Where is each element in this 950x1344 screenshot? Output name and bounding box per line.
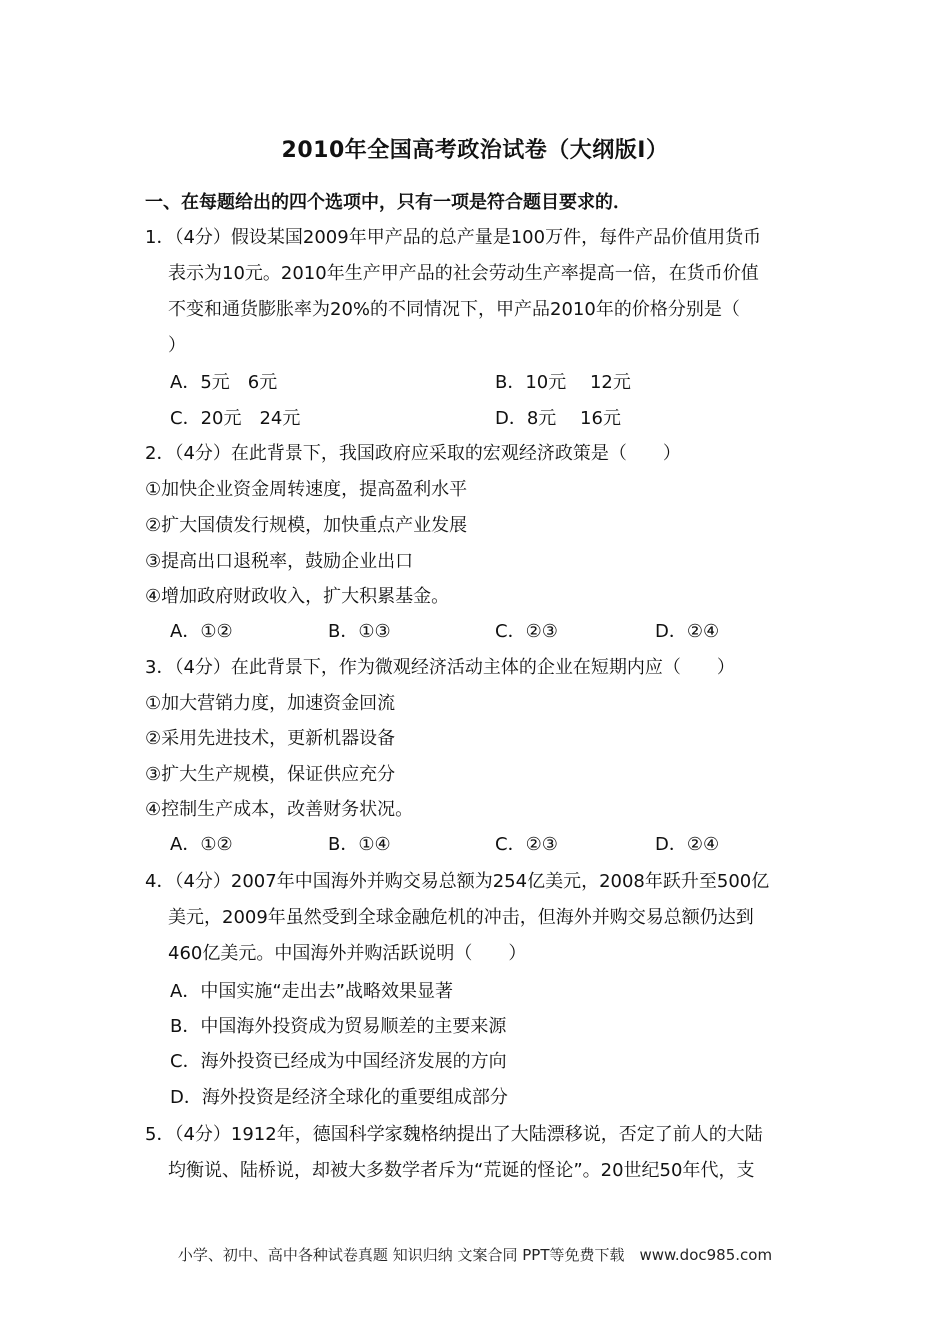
- q3-option-d: D．②④: [655, 834, 720, 855]
- q3-option-b: B．①④: [328, 834, 391, 855]
- q3-statement-1: ①加大营销力度，加速资金回流: [145, 693, 396, 714]
- q2-statement-2: ②扩大国债发行规模，加快重点产业发展: [145, 515, 468, 536]
- q2-stem: 2．（4分）在此背景下，我国政府应采取的宏观经济政策是（ ）: [145, 443, 681, 464]
- q2-option-d: D．②④: [655, 621, 720, 642]
- q3-statement-2: ②采用先进技术，更新机器设备: [145, 728, 396, 749]
- q1-line-4: ）: [168, 335, 186, 356]
- q1-line-1: 1．（4分）假设某国2009年甲产品的总产量是100万件，每件产品价值用货币: [145, 227, 762, 248]
- q2-option-c: C．②③: [495, 621, 558, 642]
- q1-option-a: A．5元 6元: [170, 372, 278, 393]
- q4-line-1: 4．（4分）2007年中国海外并购交易总额为254亿美元，2008年跃升至500亿: [145, 871, 770, 892]
- q3-statement-4: ④控制生产成本，改善财务状况。: [145, 799, 414, 820]
- section-heading: 一、在每题给出的四个选项中，只有一项是符合题目要求的．: [145, 192, 631, 213]
- q2-option-a: A．①②: [170, 621, 233, 642]
- page-title: 2010年全国高考政治试卷（大纲版I）: [281, 138, 669, 163]
- q4-option-b: B．中国海外投资成为贸易顺差的主要来源: [170, 1016, 507, 1037]
- q1-option-d: D．8元 16元: [495, 408, 621, 429]
- q4-line-2: 美元，2009年虽然受到全球金融危机的冲击，但海外并购交易总额仍达到: [168, 907, 754, 928]
- q1-option-c: C．20元 24元: [170, 408, 301, 429]
- q1-line-3: 不变和通货膨胀率为20%的不同情况下，甲产品2010年的价格分别是（: [168, 299, 740, 320]
- q4-line-3: 460亿美元。中国海外并购活跃说明（ ）: [168, 943, 527, 964]
- q3-option-c: C．②③: [495, 834, 558, 855]
- q1-line-2: 表示为10元。2010年生产甲产品的社会劳动生产率提高一倍，在货币价值: [168, 263, 759, 284]
- q4-option-c: C．海外投资已经成为中国经济发展的方向: [170, 1051, 507, 1072]
- page-footer: 小学、初中、高中各种试卷真题 知识归纳 文案合同 PPT等免费下载 www.doc985.com: [177, 1246, 773, 1264]
- q5-line-2: 均衡说、陆桥说，却被大多数学者斥为“荒诞的怪论”。20世纪50年代，支: [168, 1160, 755, 1181]
- q3-stem: 3．（4分）在此背景下，作为微观经济活动主体的企业在短期内应（ ）: [145, 657, 735, 678]
- q2-statement-1: ①加快企业资金周转速度，提高盈利水平: [145, 479, 468, 500]
- q2-statement-4: ④增加政府财政收入，扩大积累基金。: [145, 586, 450, 607]
- q3-statement-3: ③扩大生产规模，保证供应充分: [145, 764, 396, 785]
- q4-option-a: A．中国实施“走出去”战略效果显著: [170, 981, 453, 1002]
- q5-line-1: 5．（4分）1912年，德国科学家魏格纳提出了大陆漂移说，否定了前人的大陆: [145, 1124, 763, 1145]
- q1-option-b: B．10元 12元: [495, 372, 631, 393]
- q2-option-b: B．①③: [328, 621, 391, 642]
- q4-option-d: D．海外投资是经济全球化的重要组成部分: [170, 1087, 508, 1108]
- q2-statement-3: ③提高出口退税率，鼓励企业出口: [145, 551, 414, 572]
- q3-option-a: A．①②: [170, 834, 233, 855]
